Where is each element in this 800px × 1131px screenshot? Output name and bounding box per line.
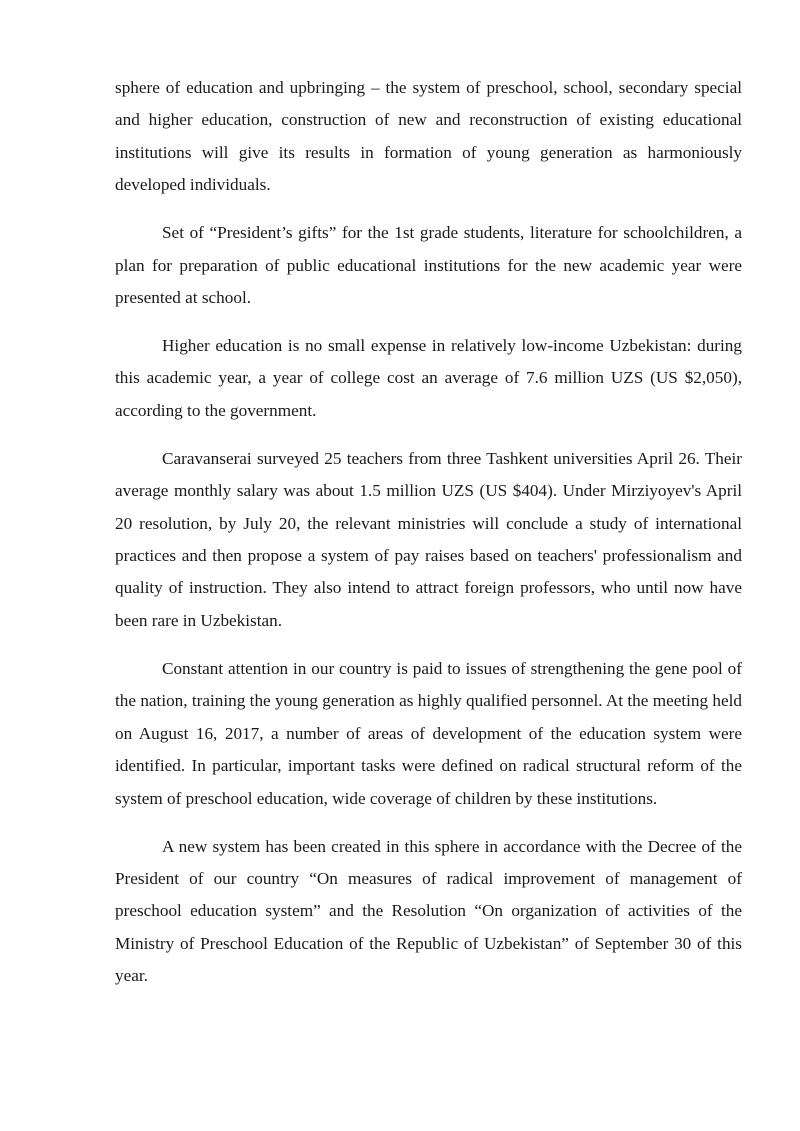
- paragraph-continuation: sphere of education and upbringing – the system of preschool, school, secondary special and higher education, construction of new and reconstruction of existing educational institutions will give its results in formation of young generation as harmoniously developed individuals.: [115, 78, 742, 195]
- paragraph-teacher-survey: Caravanserai surveyed 25 teachers from three Tashkent universities April 26. Their average monthly salary was about 1.5 million UZS (US $404). Under Mirziyoyev's April 20 resolution, by July 20, the relevant ministries will conclude a study of international practices and then propose a system of pay raises based on teachers' professionalism and quality of instruction. They also intend to attract foreign professors, who until now have been rare in Uzbekistan.: [115, 448, 742, 630]
- document-body: [115, 72, 742, 1008]
- paragraph-new-system: A new system has been created in this sphere in accordance with the Decree of the President of our country “On measures of radical improvement of management of preschool education system” and the Resolution “On organization of activities of the Ministry of Preschool Education of the Republic of Uzbekistan” of September 30 of this year.: [115, 836, 742, 986]
- paragraph-higher-education-cost: Higher education is no small expense in relatively low-income Uzbekistan: during this academic year, a year of college cost an average of 7.6 million UZS (US $2,050), according to the government.: [115, 336, 742, 420]
- paragraph-presidents-gifts: Set of “President’s gifts” for the 1st grade students, literature for schoolchildren, a plan for preparation of public educational institutions for the new academic year were presented at school.: [115, 223, 742, 308]
- paragraph-gene-pool: Constant attention in our country is paid to issues of strengthening the gene pool of the nation, training the young generation as highly qualified personnel. At the meeting held on August 16, 2017, a number of areas of development of the education system were identified. In particular, important tasks were defined on radical structural reform of the system of preschool education, wide coverage of children by these institutions.: [115, 658, 742, 808]
